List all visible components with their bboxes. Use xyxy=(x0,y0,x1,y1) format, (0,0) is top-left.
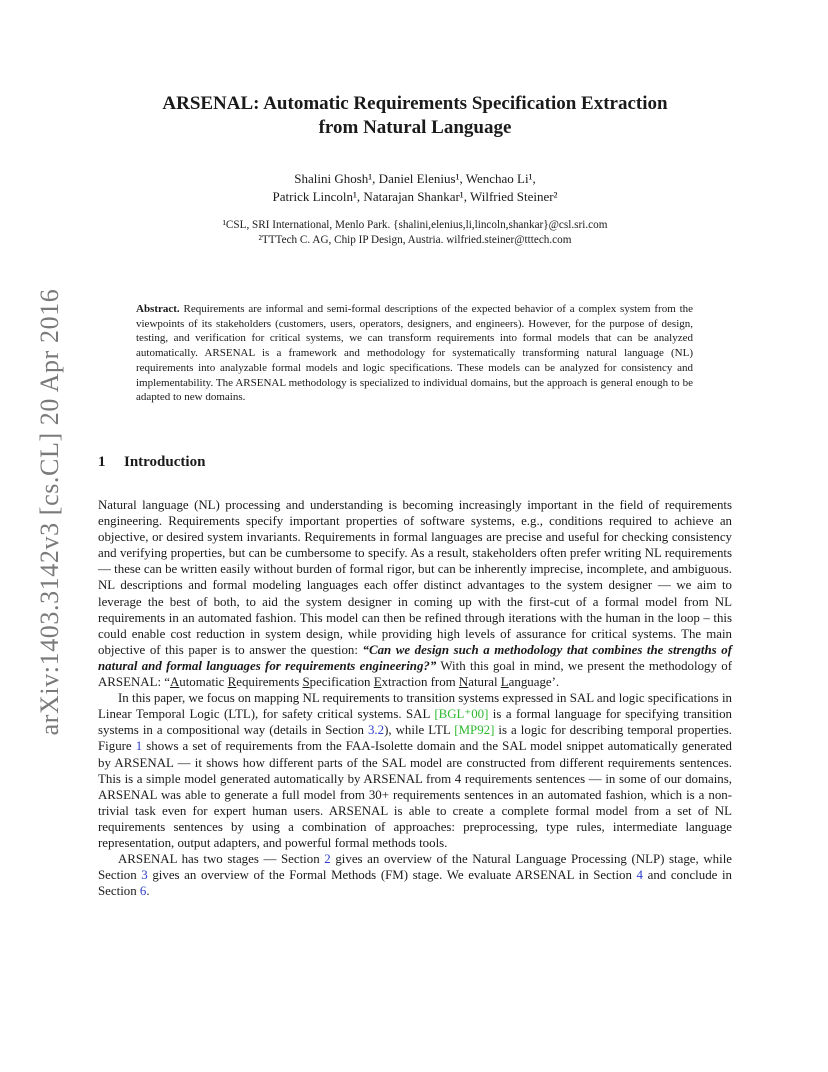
research-question: “Can we design such a methodology that combines the strengths of natural and formal languages for requirements engineering?” xyxy=(98,642,732,673)
section-ref-link[interactable]: 4 xyxy=(636,868,643,883)
text-run: . xyxy=(146,884,150,899)
acronym-letter: L xyxy=(500,675,509,690)
text-run: gives an overview of the Natural Language Processing (NLP) stage, while Section xyxy=(98,852,733,883)
text-run: is a formal language for specifying transition systems in a compositional way (details in Section xyxy=(98,707,733,738)
text-run: ), while LTL xyxy=(384,723,455,738)
affiliation-1: ¹CSL, SRI International, Menlo Park. {shalini,elenius,li,lincoln,shankar}@csl.sri.com xyxy=(222,219,608,231)
paragraph-3 xyxy=(98,851,732,899)
title-line-1: ARSENAL: Automatic Requirements Specification Extraction xyxy=(162,93,668,114)
author-list xyxy=(98,170,732,206)
affiliation-2: ²TTTech C. AG, Chip IP Design, Austria. wilfried.steiner@tttech.com xyxy=(258,234,572,246)
acronym-letter: S xyxy=(302,675,310,690)
text-run: atural xyxy=(468,675,501,690)
section-ref-link[interactable]: 6 xyxy=(139,884,147,899)
section-heading-introduction xyxy=(98,454,732,471)
text-run: utomatic xyxy=(179,675,228,690)
text-run: is a logic for describing temporal properties. Figure xyxy=(98,723,732,754)
text-run: Natural language (NL) processing and understanding is becoming increasingly important in the field of requirements engineering. Requirements specify important properties of software systems, e.g., conditions required to achieve an objective, or desired system invariants. Requirements in formal languages are precise and useful for checking consistency and verifying properties, but can be cumbersome to specify. As a result, stakeholders often prefer writing NL requirements — these can be written easily without burden of formal rigor, but can be inherently imprecise, incomplete, and ambiguous. NL descriptions and formal modeling languages each offer distinct advantages to the system designer — we aim to leverage the best of both, to aid the system designer in coming up with the first-cut of a formal model from NL requirements in an automated fashion. This model can then be refined through iterations with the human in the loop – this could enable cost reduction in system design, while providing high levels of assurance for critical systems. The main objective of this paper is to answer the question: xyxy=(98,498,732,657)
authors-line-2: Patrick Lincoln¹, Natarajan Shankar¹, Wilfried Steiner² xyxy=(272,189,558,204)
acronym-letter: E xyxy=(373,675,382,690)
text-run: gives an overview of the Formal Methods (FM) stage. We evaluate ARSENAL in Section xyxy=(147,868,637,883)
section-ref-link[interactable]: 3.2 xyxy=(367,723,385,738)
text-run: anguage’. xyxy=(508,675,560,690)
section-ref-link[interactable]: 2 xyxy=(324,852,331,867)
section-ref-link[interactable]: 3 xyxy=(141,868,148,883)
text-run: and conclude in Section xyxy=(98,868,733,899)
citation-link[interactable]: [BGL⁺00] xyxy=(434,707,489,722)
introduction-body xyxy=(98,497,732,899)
acronym-letter: A xyxy=(169,675,180,690)
section-title: Introduction xyxy=(124,454,206,470)
text-run: In this paper, we focus on mapping NL requirements to transition systems expressed in SAL and logic specifications in Linear Temporal Logic (LTL), for safety critical systems. SAL xyxy=(98,691,732,722)
citation-link[interactable]: [MP92] xyxy=(454,723,495,738)
text-run: xtraction from xyxy=(381,675,459,690)
text-run: pecification xyxy=(309,675,374,690)
section-number: 1 xyxy=(98,454,106,470)
title-line-2: from Natural Language xyxy=(318,117,512,138)
text-run: shows a set of requirements from the FAA-Isolette domain and the SAL model snippet automatically generated by ARSENAL — it shows how different parts of the SAL model are constructed from different requirements sentences. This is a simple model generated automatically by ARSENAL from 4 requirements sentences — in some of our domains, ARSENAL was able to generate a full model from 30+ requirements sentences in an automated fashion, which is a non-trivial task even for expert human users. ARSENAL is able to create a complete formal model from a set of NL requirements sentences by using a combination of approaches: preprocessing, type rules, intermediate language representation, output adapters, and powerful formal methods tools. xyxy=(98,739,732,850)
text-run: equirements xyxy=(236,675,303,690)
paper-title xyxy=(98,92,732,140)
paragraph-2 xyxy=(98,690,732,851)
acronym-letter: R xyxy=(227,675,237,690)
text-run: With this goal in mind, we present the methodology of ARSENAL: “ xyxy=(98,658,732,690)
abstract xyxy=(136,302,693,405)
arxiv-identifier: arXiv:1403.3142v3 [cs.CL] 20 Apr 2016 xyxy=(35,288,64,736)
text-run: ARSENAL has two stages — Section xyxy=(118,852,325,867)
affiliations xyxy=(98,218,732,248)
figure-ref-link[interactable]: 1 xyxy=(135,739,143,754)
paragraph-1 xyxy=(98,497,732,690)
authors-line-1: Shalini Ghosh¹, Daniel Elenius¹, Wenchao Li¹, xyxy=(294,171,536,186)
abstract-label: Abstract. xyxy=(136,303,180,315)
acronym-letter: N xyxy=(458,675,469,690)
abstract-text: Requirements are informal and semi-formal descriptions of the expected behavior of a complex system from the viewpoints of its stakeholders (customers, users, operators, designers, and engineers). However, for the purpose of design, testing, and verification for critical systems, we can transform requirements into formal models that can be analyzed automatically. ARSENAL is a framework and methodology for systematically transforming natural language (NL) requirements into analyzable formal models and logic specifications. These models can be analyzed for consistency and implementability. The ARSENAL methodology is specialized to individual domains, but the approach is general enough to be adapted to new domains. xyxy=(136,303,694,404)
